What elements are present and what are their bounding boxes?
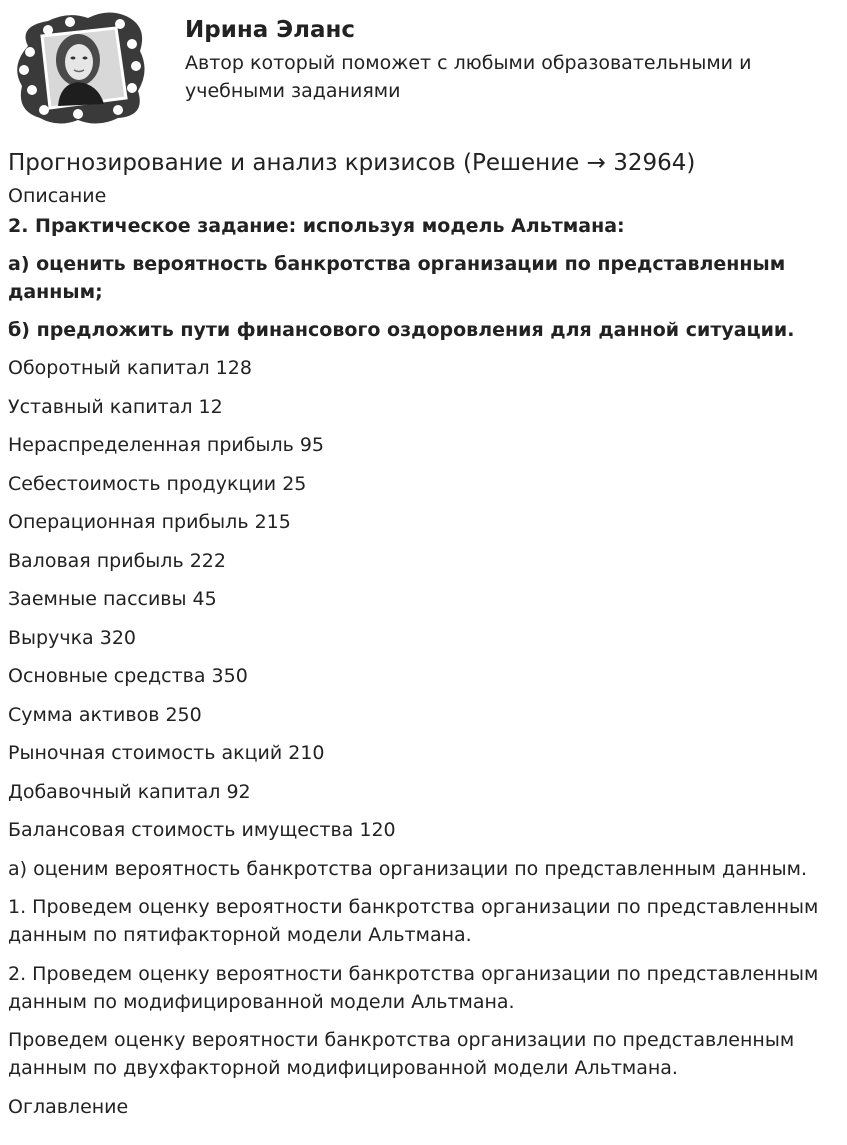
solution-line: а) оценим вероятность банкротства организации по представленным данным. bbox=[8, 857, 808, 880]
description-label: Описание bbox=[8, 185, 107, 207]
data-line: Уставный капитал 12 bbox=[8, 395, 223, 418]
solution-line: 1. Проведем оценку вероятности банкротства организации по представленным данным по пятифакторной модели Альтмана. bbox=[8, 896, 819, 946]
data-line: Выручка 320 bbox=[8, 626, 136, 649]
data-line: Заемные пассивы 45 bbox=[8, 588, 217, 610]
author-avatar bbox=[8, 6, 150, 128]
data-line: Операционная прибыль 215 bbox=[8, 511, 291, 533]
author-name: Ирина Эланс bbox=[185, 17, 356, 43]
task-line: б) предложить пути финансового оздоровления для данной ситуации. bbox=[8, 319, 795, 341]
data-line: Рыночная стоимость акций 210 bbox=[8, 742, 325, 764]
data-line: Оборотный капитал 128 bbox=[8, 357, 252, 379]
solution-line: Проведем оценку вероятности банкротства организации по представленным данным по двухфакторной модифицированной модели Альтмана. bbox=[8, 1029, 795, 1079]
author-description: Автор который поможет с любыми образовательными и учебными заданиями bbox=[185, 52, 752, 102]
toc-label: Оглавление bbox=[8, 1095, 129, 1118]
author-photo bbox=[42, 28, 126, 108]
data-line: Нераспределенная прибыль 95 bbox=[8, 434, 325, 456]
data-line: Себестоимость продукции 25 bbox=[8, 472, 307, 495]
task-line: а) оценить вероятность банкротства организации по представленным данным; bbox=[8, 253, 786, 303]
data-line: Балансовая стоимость имущества 120 bbox=[8, 819, 396, 841]
data-line: Основные средства 350 bbox=[8, 665, 248, 687]
data-line: Добавочный капитал 92 bbox=[8, 780, 251, 803]
solution-line: 2. Проведем оценку вероятности банкротства организации по представленным данным по модифицированной модели Альтмана. bbox=[8, 962, 819, 1013]
author-header bbox=[8, 6, 838, 128]
data-line: Валовая прибыль 222 bbox=[8, 549, 226, 572]
page-title: Прогнозирование и анализ кризисов (Решение → 32964) bbox=[8, 150, 696, 176]
task-line: 2. Практическое задание: используя модель Альтмана: bbox=[8, 215, 625, 237]
data-line: Сумма активов 250 bbox=[8, 703, 202, 726]
main-content bbox=[8, 146, 838, 1121]
